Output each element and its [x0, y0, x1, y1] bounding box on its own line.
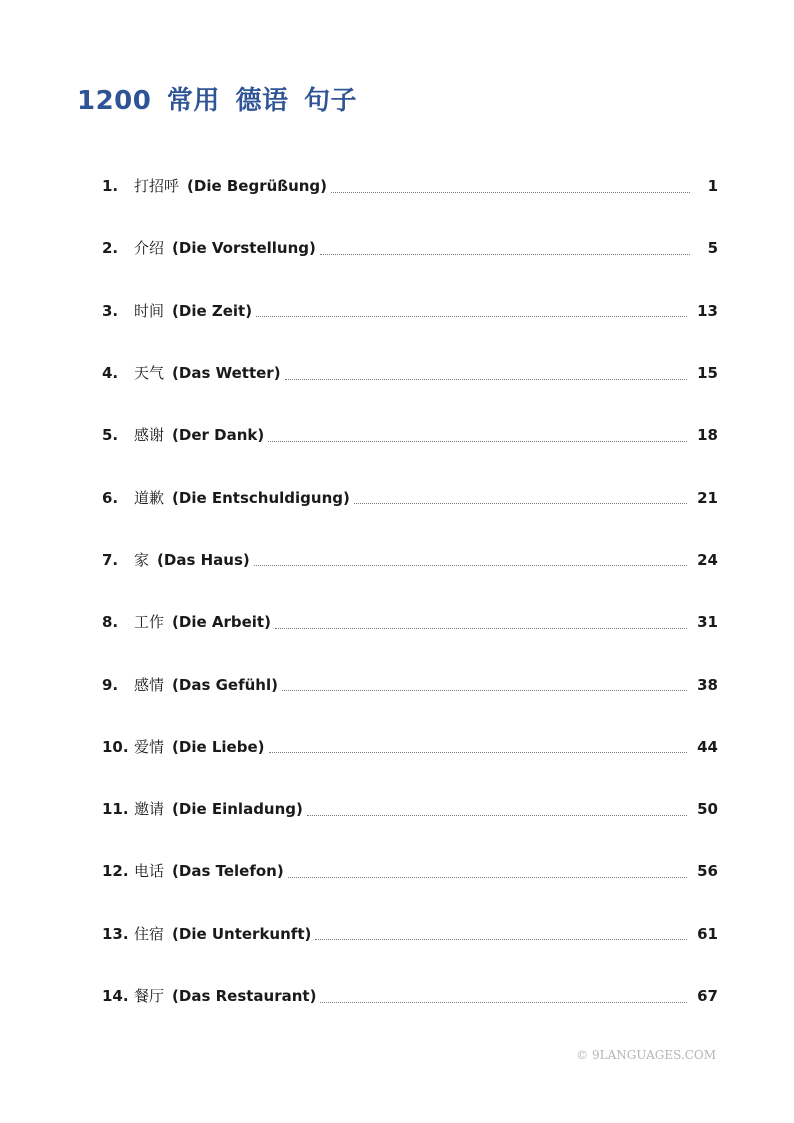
toc-entry-chinese-title: 介绍: [134, 239, 165, 258]
toc-entry-number: 9.: [102, 675, 119, 694]
toc-entry-number: 6.: [102, 488, 119, 507]
toc-dot-leader: [254, 565, 687, 566]
toc-entry-page-number: 13: [697, 301, 718, 320]
toc-entry[interactable]: [102, 404, 718, 466]
toc-entry-number: 14.: [102, 987, 129, 1005]
toc-entry-german-title: (Die Arbeit): [172, 613, 271, 632]
toc-dot-leader: [285, 379, 688, 380]
toc-entry[interactable]: [102, 965, 718, 1027]
toc-entry[interactable]: [102, 778, 718, 840]
toc-dot-leader: [320, 1002, 687, 1003]
toc-entry-number: 7.: [102, 550, 119, 569]
toc-entry-page-number: 44: [697, 737, 718, 756]
toc-dot-leader: [256, 316, 687, 317]
toc-entry-page-number: 38: [697, 675, 718, 694]
toc-dot-leader: [269, 752, 688, 753]
toc-entry-german-title: (Der Dank): [172, 426, 265, 445]
toc-dot-leader: [268, 441, 687, 442]
toc-entry-page-number: 15: [697, 364, 718, 383]
toc-entry-german-title: (Die Zeit): [172, 301, 253, 320]
toc-entry-chinese-title: 工作: [134, 613, 165, 632]
toc-dot-leader: [320, 254, 690, 255]
toc-dot-leader: [282, 690, 687, 691]
toc-entry-german-title: (Die Unterkunft): [172, 924, 312, 943]
toc-entry-german-title: (Die Vorstellung): [172, 239, 316, 258]
toc-entry-number: 2.: [102, 239, 119, 258]
toc-dot-leader: [275, 628, 687, 629]
toc-entry-chinese-title: 住宿: [134, 924, 165, 943]
toc-entry-german-title: (Das Gefühl): [172, 675, 278, 694]
toc-entry[interactable]: [102, 155, 718, 217]
toc-dot-leader: [315, 939, 687, 940]
copyright-watermark: © 9LANGUAGES.COM: [576, 1048, 716, 1062]
toc-entry-chinese-title: 家: [134, 550, 150, 569]
toc-entry-number: 12.: [102, 862, 129, 881]
table-of-contents: [102, 155, 718, 1027]
toc-entry-german-title: (Das Haus): [157, 550, 250, 569]
toc-entry[interactable]: [102, 529, 718, 591]
toc-entry-chinese-title: 道歉: [134, 488, 165, 507]
toc-entry-german-title: (Das Wetter): [172, 364, 281, 383]
toc-entry[interactable]: [102, 840, 718, 902]
toc-entry-german-title: (Die Entschuldigung): [172, 488, 350, 507]
toc-entry[interactable]: [102, 653, 718, 715]
toc-entry-page-number: 1: [707, 177, 718, 196]
toc-entry-german-title: (Das Restaurant): [172, 987, 317, 1005]
toc-entry-chinese-title: 爱情: [134, 737, 165, 756]
toc-entry-number: 13.: [102, 924, 129, 943]
toc-entry[interactable]: [102, 591, 718, 653]
toc-entry-page-number: 31: [697, 613, 718, 632]
toc-entry-german-title: (Die Einladung): [172, 800, 303, 819]
toc-dot-leader: [307, 815, 687, 816]
toc-entry-chinese-title: 时间: [134, 301, 165, 320]
toc-entry-page-number: 67: [697, 987, 718, 1005]
toc-entry[interactable]: [102, 280, 718, 342]
toc-entry-page-number: 5: [707, 239, 718, 258]
toc-entry-number: 3.: [102, 301, 119, 320]
toc-entry-page-number: 18: [697, 426, 718, 445]
toc-entry-number: 8.: [102, 613, 119, 632]
toc-entry-page-number: 24: [697, 550, 718, 569]
toc-entry-german-title: (Das Telefon): [172, 862, 284, 881]
toc-entry[interactable]: [102, 903, 718, 965]
toc-entry-german-title: (Die Begrüßung): [187, 177, 328, 196]
toc-entry-chinese-title: 餐厅: [134, 987, 165, 1005]
toc-entry-page-number: 50: [697, 800, 718, 819]
toc-entry[interactable]: [102, 716, 718, 778]
toc-dot-leader: [331, 192, 690, 193]
toc-entry-chinese-title: 打招呼: [134, 177, 180, 196]
toc-entry-chinese-title: 邀请: [134, 800, 165, 819]
toc-entry-number: 10.: [102, 737, 129, 756]
toc-entry[interactable]: [102, 466, 718, 528]
toc-entry-german-title: (Die Liebe): [172, 737, 265, 756]
toc-entry-number: 5.: [102, 426, 119, 445]
toc-entry-number: 4.: [102, 364, 119, 383]
toc-entry-page-number: 21: [697, 488, 718, 507]
toc-entry[interactable]: [102, 342, 718, 404]
toc-entry-chinese-title: 天气: [134, 364, 165, 383]
toc-entry-chinese-title: 电话: [134, 862, 165, 881]
toc-entry-page-number: 56: [697, 862, 718, 881]
toc-dot-leader: [288, 877, 687, 878]
toc-entry[interactable]: [102, 217, 718, 279]
toc-entry-number: 11.: [102, 800, 129, 819]
document-title: 1200 常用 德语 句子: [77, 86, 358, 116]
toc-entry-chinese-title: 感谢: [134, 426, 165, 445]
toc-entry-chinese-title: 感情: [134, 675, 165, 694]
toc-entry-number: 1.: [102, 177, 119, 196]
toc-dot-leader: [354, 503, 687, 504]
toc-entry-page-number: 61: [697, 924, 718, 943]
